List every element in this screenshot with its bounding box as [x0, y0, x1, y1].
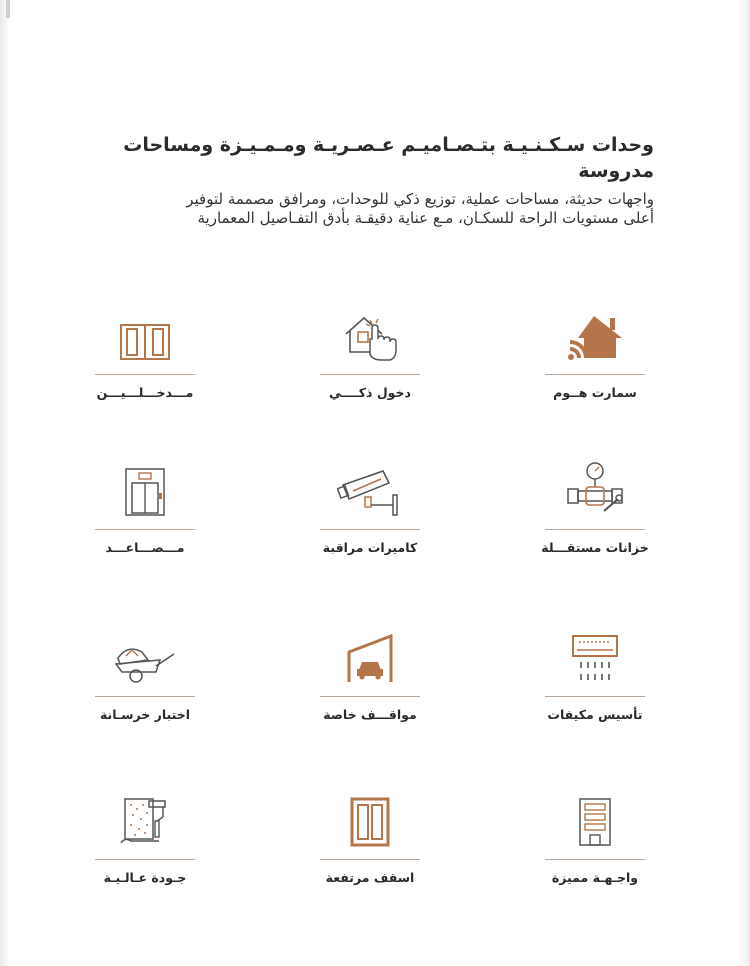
concrete-test-icon	[90, 622, 200, 684]
feature-divider	[545, 374, 645, 375]
feature-label: دخول ذكــــي	[329, 385, 411, 400]
feature-ac-setup	[540, 622, 650, 722]
description-line-1: واجهات حديثة، مساحات عملية، توزيع ذكي للوحدات، ومرافق مصممة لتوفير	[186, 190, 654, 208]
feature-divider	[320, 859, 420, 860]
feature-label: اختبار خرسـانة	[99, 707, 191, 722]
feature-elevators	[90, 455, 200, 555]
security-camera-icon	[315, 455, 425, 517]
right-page-edge	[738, 0, 750, 966]
building-facade-icon	[540, 785, 650, 847]
water-tank-icon	[540, 455, 650, 517]
feature-label: مـــدخـــلـــيـــن	[96, 385, 194, 400]
feature-divider	[95, 374, 195, 375]
feature-cameras	[315, 455, 425, 555]
page-title: وحدات سـكـنـيـة بتـصـاميـم عـصـريـة ومـمـيـزة ومساحات مدروسة	[123, 134, 654, 182]
left-page-edge	[0, 0, 10, 966]
feature-label: واجـهـة مميزة	[551, 870, 639, 885]
feature-label: سمارت هــوم	[553, 385, 637, 400]
feature-label: كاميرات مراقبة	[322, 540, 418, 555]
feature-label: اسقف مرتفعة	[325, 870, 415, 885]
feature-high-ceilings	[315, 785, 425, 885]
feature-label: تأسيس مكيفات	[547, 707, 643, 722]
feature-divider	[95, 859, 195, 860]
feature-high-quality	[90, 785, 200, 885]
feature-label: خزانات مستقـــلة	[541, 540, 649, 555]
smart-entry-icon	[315, 300, 425, 362]
feature-divider	[320, 374, 420, 375]
feature-label: جـودة عـالـيـة	[103, 870, 187, 885]
feature-divider	[320, 529, 420, 530]
description-line-2: أعلى مستويات الراحة للسكـان، مـع عناية دقيقـة بأدق التفـاصيل المعمارية	[197, 209, 654, 227]
smart-home-icon	[540, 300, 650, 362]
feature-divider	[95, 529, 195, 530]
feature-private-parking	[315, 622, 425, 722]
private-parking-icon	[315, 622, 425, 684]
feature-label: مواقـــف خاصة	[323, 707, 417, 722]
intro-section	[94, 132, 654, 228]
feature-label: مـــصـــاعـــد	[105, 540, 185, 555]
double-door-icon	[90, 300, 200, 362]
air-conditioner-icon	[540, 622, 650, 684]
feature-concrete-test	[90, 622, 200, 722]
feature-smart-entry	[315, 300, 425, 400]
feature-divider	[545, 696, 645, 697]
feature-water-tanks	[540, 455, 650, 555]
high-quality-icon	[90, 785, 200, 847]
feature-divider	[320, 696, 420, 697]
feature-distinctive-facade	[540, 785, 650, 885]
feature-double-entrance	[90, 300, 200, 400]
high-ceiling-icon	[315, 785, 425, 847]
elevator-icon	[90, 455, 200, 517]
feature-divider	[545, 529, 645, 530]
feature-divider	[95, 696, 195, 697]
feature-smart-home	[540, 300, 650, 400]
edge-mark	[6, 0, 10, 18]
feature-divider	[545, 859, 645, 860]
